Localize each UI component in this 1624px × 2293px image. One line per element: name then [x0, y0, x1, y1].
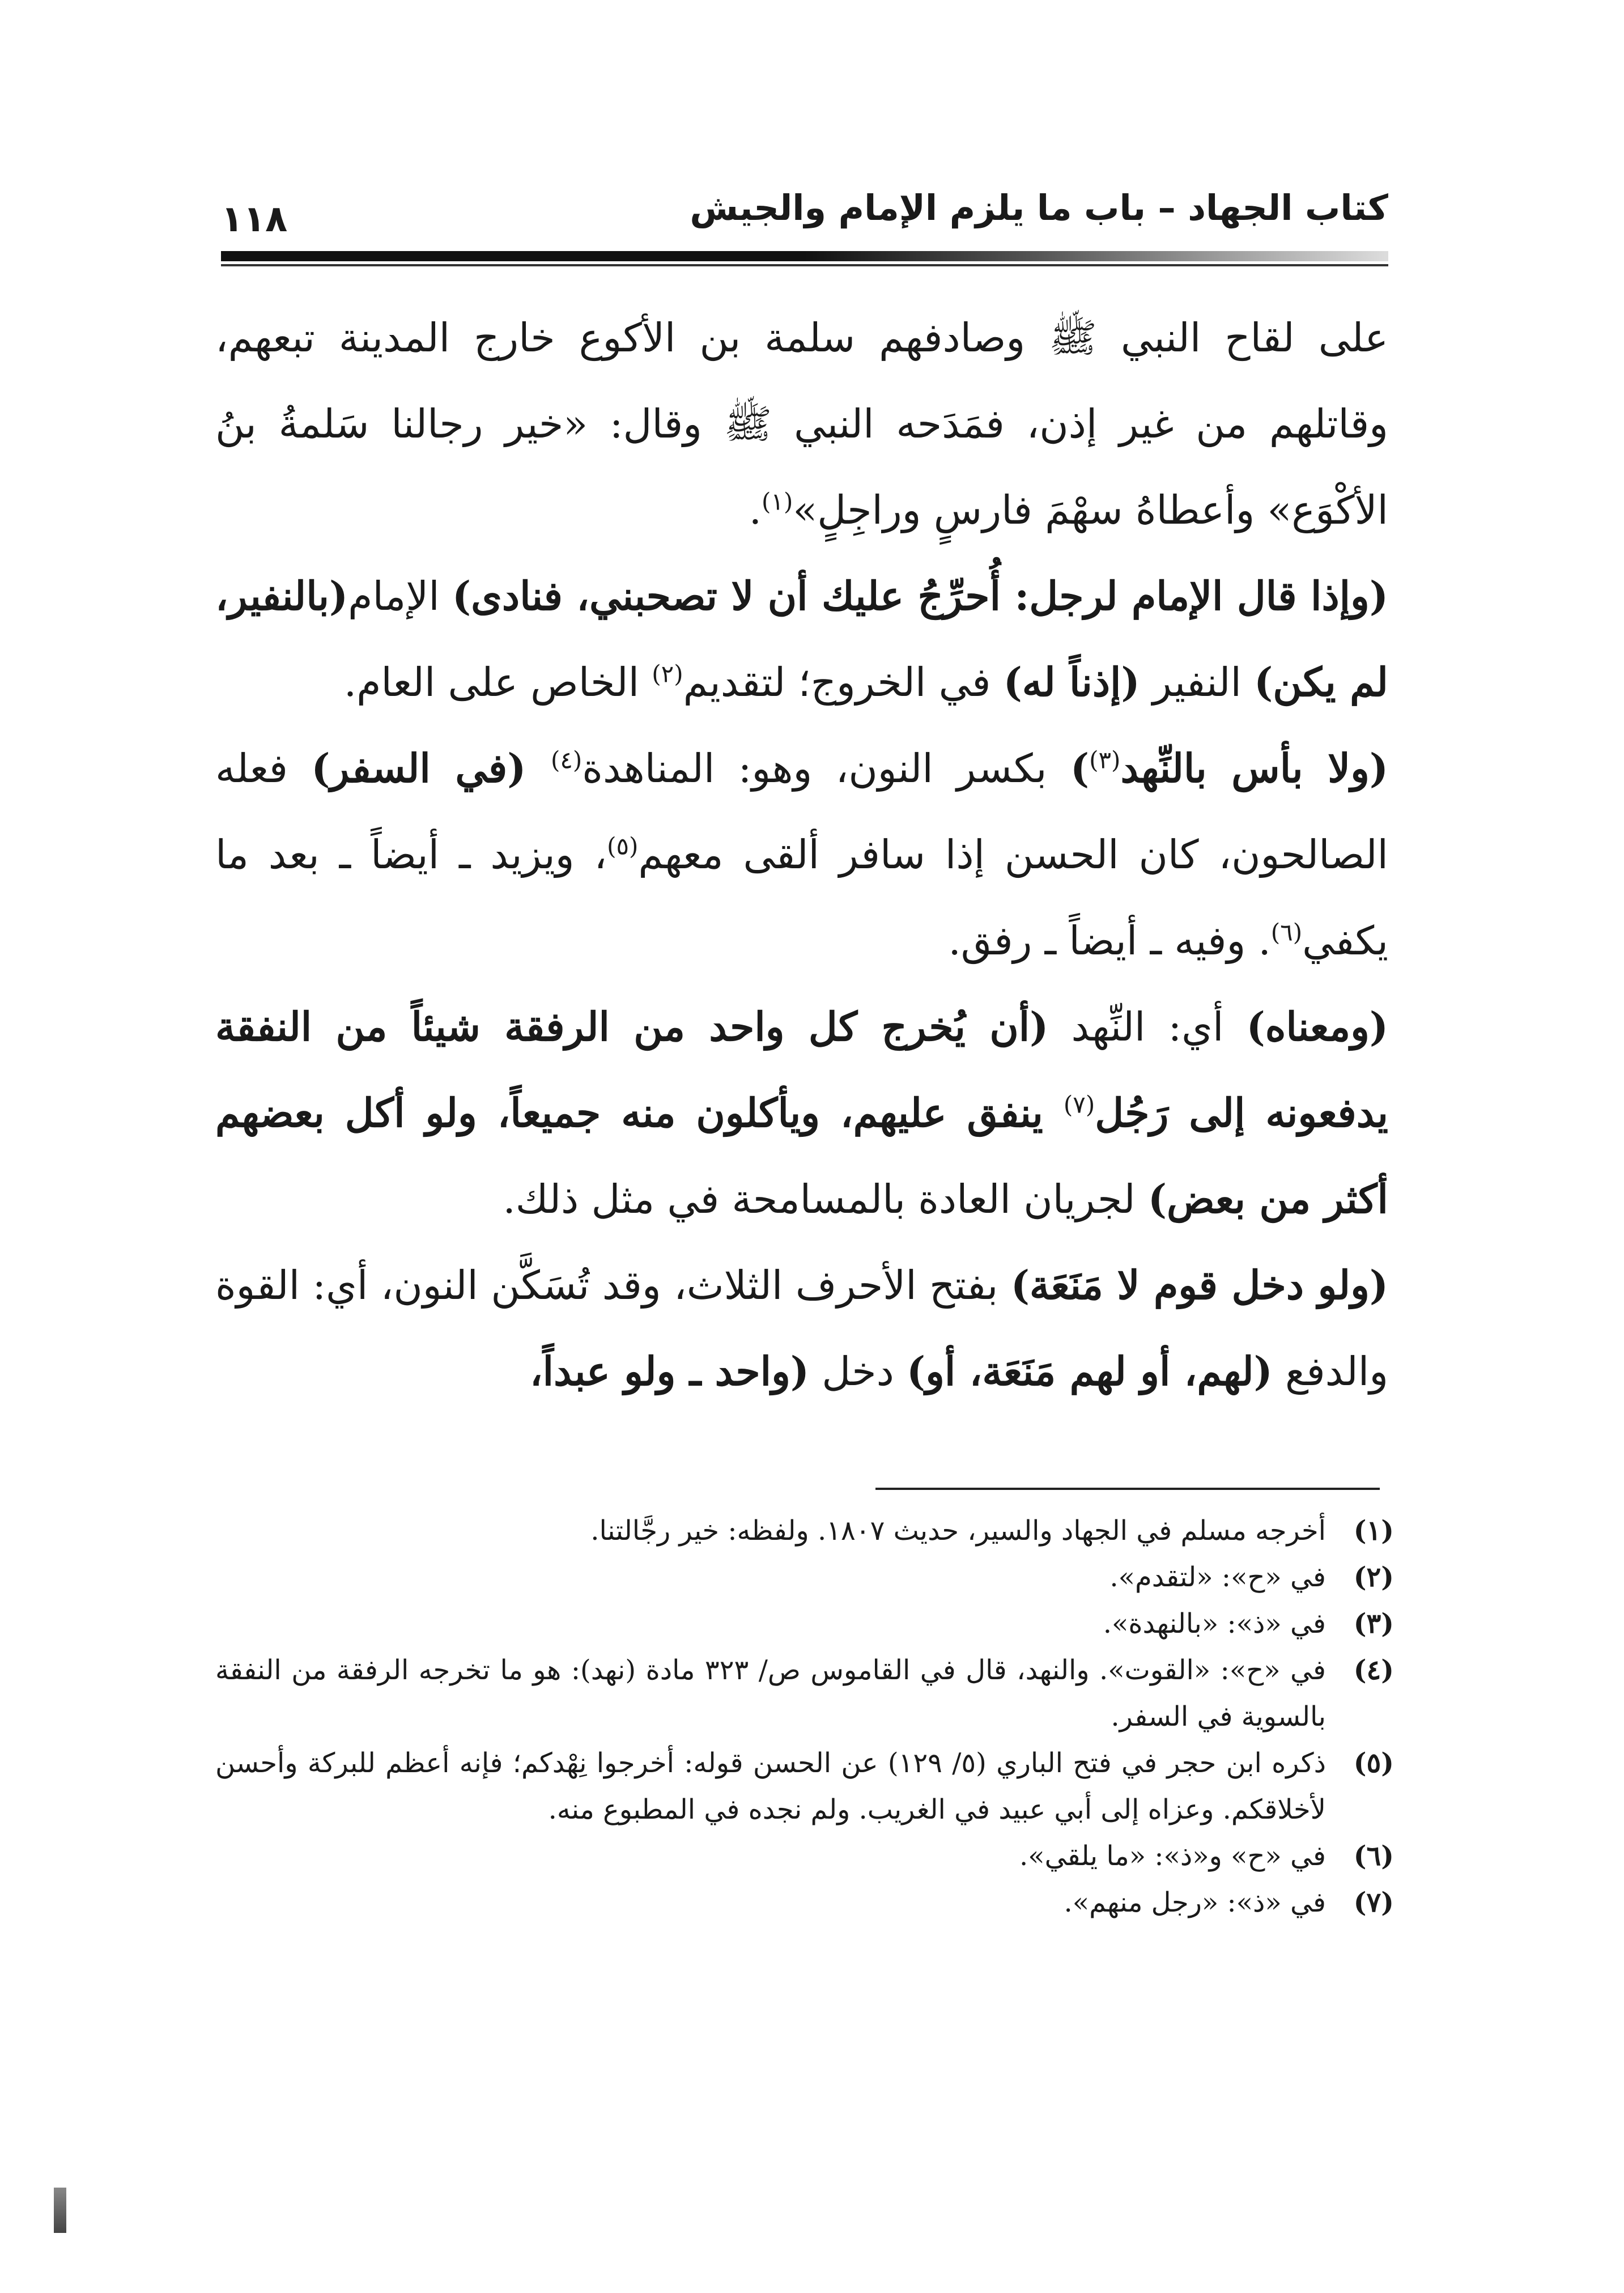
matn-text: (في السفر) — [311, 745, 551, 792]
page-header — [221, 181, 1388, 244]
header-rule-thin — [221, 264, 1388, 266]
footnote-5 — [215, 1740, 1394, 1833]
matn-text: (واحد ـ ولو عبداً، — [530, 1348, 810, 1395]
text: في الخروج؛ لتقديم — [683, 659, 1004, 706]
paragraph-5 — [215, 1242, 1388, 1415]
footnote-ref: (٧) — [1063, 1090, 1095, 1119]
matn-text: ينفق عليهم، ويأكلون منه جميعاً، ولو أكل بعضهم أكثر من بعض) — [215, 1089, 1388, 1222]
footnote-text: في «ح»: «القوت». والنهد، قال في القاموس ص/ ٣٢٣ مادة (نهد): هو ما تخرجه الرفقة من النفقة بالسوية في السفر. — [215, 1654, 1326, 1733]
footnote-ref: (٥) — [607, 832, 639, 860]
footnote-text: في «ذ»: «رجل منهم». — [1064, 1887, 1326, 1918]
matn-text: (ولو دخل قوم لا مَنَعَة) — [1010, 1262, 1388, 1309]
footnotes-section — [215, 1508, 1394, 1926]
footnote-3 — [215, 1600, 1394, 1647]
matn-text: (أن يُخرج كل واحد من الرفقة شيئاً من النفقة يدفعونه إلى رَجُل — [215, 1003, 1388, 1136]
scan-edge-mark — [54, 2188, 66, 2233]
text: الخاص على العام. — [343, 659, 652, 706]
matn-text: (لهم، أو لهم مَنَعَة، أو) — [907, 1348, 1273, 1395]
paragraph-4 — [215, 984, 1388, 1242]
footnote-7 — [215, 1879, 1394, 1926]
footnote-number: (٧) — [1353, 1887, 1394, 1918]
running-title: كتاب الجهاد – باب ما يلزم الإمام والجيش — [690, 187, 1388, 228]
header-rule — [221, 251, 1388, 261]
footnote-text: في «ذ»: «بالنهدة». — [1103, 1608, 1326, 1640]
matn-text: (بالنفير، لم يكن) — [215, 572, 1388, 706]
text: ، ويزيد ـ أيضاً ـ بعد ما يكفي — [215, 831, 1388, 964]
footnote-ref: (٣) — [1089, 746, 1121, 774]
matn-text: (وإذا قال الإمام لرجل: أُحرِّجُ عليك أن لا تصحبني، فنادى) — [452, 572, 1388, 619]
footnote-1 — [215, 1508, 1394, 1554]
paragraph-1 — [215, 295, 1388, 553]
footnote-text: في «ح» و«ذ»: «ما يلقي». — [1019, 1840, 1326, 1872]
matn-text: (ومعناه) — [1246, 1003, 1389, 1050]
text: بكسر النون، وهو: المناهدة — [582, 745, 1070, 792]
paragraph-3 — [215, 725, 1388, 984]
footnote-number: (١) — [1353, 1515, 1394, 1547]
text: . — [749, 487, 762, 533]
matn-text: ) — [1070, 745, 1090, 792]
text: النفير — [1140, 659, 1255, 706]
text: لجريان العادة بالمسامحة في مثل ذلك. — [503, 1176, 1148, 1222]
matn-text: (ولا بأس بالنِّهد — [1120, 745, 1389, 792]
text: أي: النِّهد — [1048, 1004, 1247, 1050]
footnote-separator — [875, 1488, 1380, 1490]
text: بفتح الأحرف الثلاث، وقد تُسَكَّن النون، أي: القوة والدفع — [215, 1262, 1388, 1395]
paragraph-2 — [215, 553, 1388, 725]
text: فعله الصالحون، كان الحسن إذا سافر ألقى معهم — [215, 745, 1388, 878]
text: الإمام — [348, 573, 452, 619]
footnote-number: (٣) — [1353, 1608, 1394, 1640]
footnote-text: ذكره ابن حجر في فتح الباري (٥/ ١٢٩) عن الحسن قوله: أخرجوا نِهْدكم؛ فإنه أعظم للبركة وأحسن لأخلاقكم. وعزاه إلى أبي عبيد في الغريب. ولم نجده في المطبوع منه. — [215, 1747, 1326, 1825]
footnote-text: في «ح»: «لتقدم». — [1109, 1561, 1326, 1593]
footnote-number: (٦) — [1353, 1840, 1394, 1872]
footnote-2 — [215, 1554, 1394, 1600]
footnote-6 — [215, 1833, 1394, 1879]
main-text — [215, 295, 1388, 1415]
footnote-ref: (٤) — [550, 746, 583, 774]
footnote-text: أخرجه مسلم في الجهاد والسير، حديث ١٨٠٧. ولفظه: خير رجَّالتنا. — [590, 1515, 1326, 1547]
text: على لقاح النبي ﷺ وصادفهم سلمة بن الأكوع خارج المدينة تبعهم، وقاتلهم من غير إذن، فمَدَحه النبي ﷺ وقال: «خير رجالنا سَلمةُ بنُ الأكْوَع» وأعطاهُ سهْمَ فارسٍ وراجِلٍ» — [215, 315, 1388, 533]
footnote-number: (٢) — [1353, 1561, 1394, 1593]
footnote-number: (٤) — [1353, 1654, 1394, 1686]
footnote-ref: (٦) — [1270, 918, 1303, 946]
footnote-4 — [215, 1647, 1394, 1740]
text: دخل — [809, 1348, 907, 1395]
text: . وفيه ـ أيضاً ـ رفق. — [948, 918, 1271, 964]
matn-text: (إذناً له) — [1003, 659, 1140, 706]
footnote-ref: (١) — [762, 487, 793, 516]
footnote-ref: (٢) — [652, 660, 683, 688]
footnote-number: (٥) — [1353, 1747, 1394, 1779]
page-number: ١١٨ — [221, 198, 288, 240]
